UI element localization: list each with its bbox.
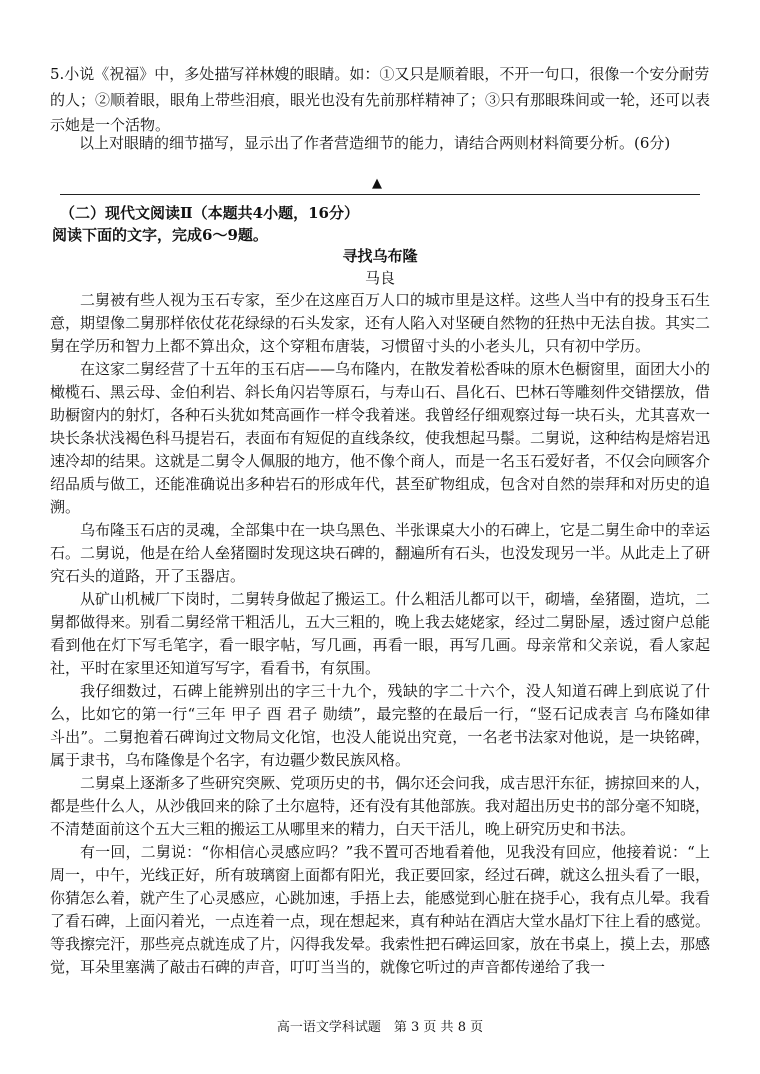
section-instruction: 阅读下面的文字，完成6～9题。 — [52, 226, 268, 244]
article-body — [50, 289, 710, 979]
question-5-prompt: 以上对眼睛的细节描写，显示出了作者营造细节的能力，请结合两则材料简要分析。(6分) — [79, 134, 671, 152]
separator-triangle-icon: ▲ — [372, 176, 382, 191]
article-paragraph: 在这家二舅经营了十五年的玉石店——乌布隆内，在散发着松香味的原木色橱窗里，面团大小的橄榄石、黑云母、金伯利岩、斜长角闪岩等原石，与寿山石、昌化石、巴林石等雕刻件交错摆放，借助橱窗内的射灯，各种石头犹如梵高画作一样令我着迷。我曾经仔细观察过每一块石头，尤其喜欢一块长条状浅褐色科马提岩石，表面布有短促的直线条纹，使我想起马鬃。二舅说，这种结构是熔岩迅速冷却的结果。这就是二舅令人佩服的地方，他不像个商人，而是一名玉石爱好者，不仅会向顾客介绍品质与做工，还能准确说出多种岩石的形成年代，甚至矿物组成，包含对自然的崇拜和对历史的追溯。 — [50, 360, 711, 516]
article-paragraph: 从矿山机械厂下岗时，二舅转身做起了搬运工。什么粗活儿都可以干，砌墙，垒猪圈，造坑，二舅都做得来。别看二舅经常干粗活儿，五大三粗的，晚上我去姥姥家，经过二舅卧屋，透过窗户总能看到他在灯下写毛笔字，看一眼字帖，写几画，再看一眼，再写几画。母亲常和父亲说，看人家起社，平时在家里还知道写写字，看看书，有氛围。 — [50, 590, 711, 677]
article-author: 马良 — [364, 269, 395, 287]
page-footer: 高一语文学科试题 第 3 页 共 8 页 — [276, 1020, 484, 1035]
article-paragraph: 我仔细数过，石碑上能辨别出的字三十九个，残缺的字二十六个，没人知道石碑上到底说了什么，比如它的第一行“三年 甲子 酉 君子 勋绩”，最完整的在最后一行，“竖石记成表言 乌布隆如律 斗出”。二舅抱着石碑询过文物局文化馆，也没人能说出究竟，一名老书法家对他说，是一块铭碑，属于隶书，乌布隆像是个名字，有边疆少数民族风格。 — [50, 682, 710, 769]
section-divider — [60, 194, 700, 195]
section-heading: （二）现代文阅读Ⅱ（本题共4小题，16分） — [60, 204, 359, 222]
article-title: 寻找乌布隆 — [342, 247, 418, 265]
article-paragraph: 有一回，二舅说：“你相信心灵感应吗？”我不置可否地看着他，见我没有回应，他接着说：“上周一，中午，光线正好，所有玻璃窗上面都有阳光，我正要回家，经过石碑，就这么扭头看了一眼，你猜怎么着，就产生了心灵感应，心跳加速，手捂上去，能感觉到心脏在挠手心，我有点儿晕。我看了看石碑，上面闪着光，一点连着一点，现在想起来，真有种站在酒店大堂水晶灯下往上看的感觉。等我擦完汗，那些亮点就连成了片，闪得我发晕。我索性把石碑运回家，放在书桌上，摸上去，那感觉，耳朵里塞满了敲击石碑的声音，叮叮当当的，就像它听过的声音都传递给了我一 — [50, 843, 711, 976]
article-paragraph: 二舅桌上逐渐多了些研究突厥、党项历史的书，偶尔还会问我，成吉思汗东征，掳掠回来的人，都是些什么人，从沙俄回来的除了土尔扈特，还有没有其他部族。我对超出历史书的部分毫不知晓，不清楚面前这个五大三粗的搬运工从哪里来的精力，白天干活儿，晚上研究历史和书法。 — [50, 774, 711, 838]
question-5-text: 5.小说《祝福》中，多处描写祥林嫂的眼睛。如：①又只是顺着眼，不开一句口，很像一个安分耐劳的人；②顺着眼，眼角上带些泪痕，眼光也没有先前那样精神了；③只有那眼珠间或一轮，还可以表示她是一个活物。 — [50, 65, 711, 134]
article-paragraph: 乌布隆玉石店的灵魂，全部集中在一块乌黑色、半张课桌大小的石碑上，它是二舅生命中的幸运石。二舅说，他是在给人垒猪圈时发现这块石碑的，翻遍所有石头，也没发现另一半。从此走上了研究石头的道路，开了玉器店。 — [50, 521, 711, 585]
article-paragraph: 二舅被有些人视为玉石专家，至少在这座百万人口的城市里是这样。这些人当中有的投身玉石生意，期望像二舅那样依仗花花绿绿的石头发家，还有人陷入对坚硬自然物的狂热中无法自拔。其实二舅在学历和智力上都不算出众，这个穿粗布唐装，习惯留寸头的小老头儿，只有初中学历。 — [50, 291, 711, 355]
